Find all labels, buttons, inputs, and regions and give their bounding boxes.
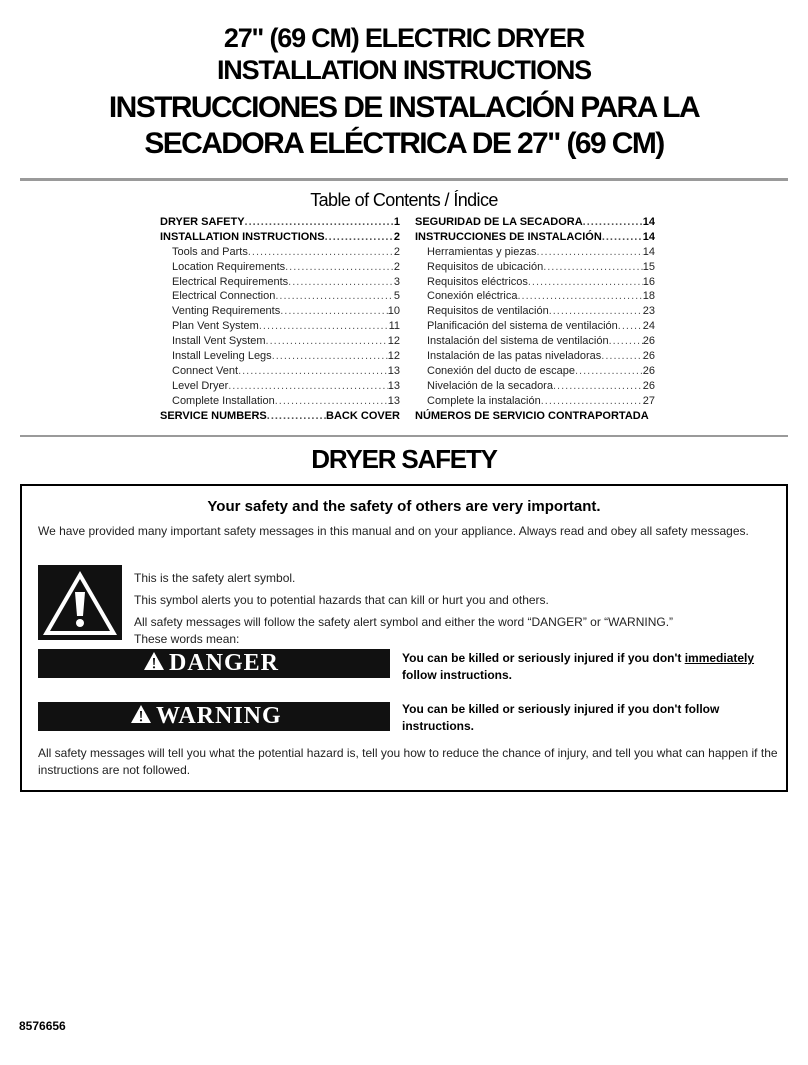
toc-leader-dots [288, 275, 394, 290]
toc-entry-label: INSTRUCCIONES DE INSTALACIÓN [415, 230, 602, 243]
toc-entry[interactable] [160, 215, 400, 230]
toc-entry[interactable] [415, 275, 655, 290]
toc-leader-dots [272, 349, 388, 364]
toc-entry-label: Install Leveling Legs [172, 350, 272, 363]
toc-entry[interactable] [415, 260, 655, 275]
toc-spanish-column [415, 215, 655, 423]
danger-label: DANGER [169, 650, 280, 676]
toc-entry[interactable] [160, 379, 400, 394]
toc-entry-label: Level Dryer [172, 379, 229, 392]
warning-description: You can be killed or seriously injured if you don't follow instructions. [402, 702, 720, 733]
toc-entry[interactable] [160, 245, 400, 260]
danger-text-end: follow instructions. [402, 668, 512, 682]
toc-entry[interactable] [415, 349, 655, 364]
toc-entry-label: Conexión del ducto de escape [427, 364, 575, 377]
toc-entry-label: Instalación del sistema de ventilación [427, 335, 609, 348]
warning-label: WARNING [156, 703, 282, 729]
toc-entry-page: 14 [642, 245, 655, 258]
danger-text-emphasis: immediately [684, 651, 755, 665]
toc-entry-page: 3 [393, 275, 400, 288]
toc-entry-page: 5 [393, 290, 400, 303]
toc-entry[interactable] [415, 215, 655, 230]
toc-entry[interactable] [415, 409, 655, 424]
toc-entry[interactable] [415, 364, 655, 379]
toc-entry[interactable] [160, 334, 400, 349]
toc-entry-label: Complete Installation [172, 394, 275, 407]
divider-top [20, 178, 788, 181]
toc-entry-page: 13 [387, 364, 400, 377]
toc-entry-page: 27 [642, 394, 655, 407]
toc-entry-label: Electrical Requirements [172, 275, 289, 288]
toc-entry-page: 26 [642, 379, 655, 392]
alert-line-1: This is the safety alert symbol. [134, 571, 296, 585]
toc-leader-dots [602, 230, 643, 245]
section-title: DRYER SAFETY [311, 444, 497, 474]
toc-leader-dots [549, 304, 643, 319]
toc-entry-page: 26 [642, 350, 655, 363]
toc-entry[interactable] [415, 230, 655, 245]
toc-leader-dots [275, 394, 388, 409]
toc-entry[interactable] [160, 304, 400, 319]
title-spanish-line1: INSTRUCCIONES DE INSTALACIÓN PARA LA [108, 91, 700, 124]
toc-entry[interactable] [160, 289, 400, 304]
toc-entry[interactable] [160, 349, 400, 364]
toc-entry-page: 18 [642, 290, 655, 303]
toc-leader-dots [618, 319, 643, 334]
toc-entry-label: Plan Vent System [172, 320, 259, 333]
toc-leader-dots [583, 215, 643, 230]
toc-entry-label: Electrical Connection [172, 290, 276, 303]
toc-entry-label: Tools and Parts [172, 245, 248, 258]
toc-leader-dots [609, 334, 643, 349]
toc-leader-dots [285, 260, 394, 275]
divider-middle [20, 435, 788, 437]
danger-description [402, 650, 782, 684]
document-title [0, 22, 808, 162]
toc-entry-label: Venting Requirements [172, 305, 281, 318]
safety-box [20, 484, 788, 792]
toc-entry-label: Conexión eléctrica [427, 290, 518, 303]
toc-entry-label: Connect Vent [172, 364, 239, 377]
toc-entry-page: 26 [642, 335, 655, 348]
safety-outro: All safety messages will tell you what the potential hazard is, tell you how to reduce the chance of injury, and tell you what can happen if the instructions are not followed. [38, 746, 778, 777]
title-spanish-line2: SECADORA ELÉCTRICA DE 27" (69 CM) [144, 127, 664, 160]
toc-entry-page: 13 [387, 394, 400, 407]
toc-entry-label: Herramientas y piezas [427, 245, 537, 258]
toc-entry-label: DRYER SAFETY [160, 216, 245, 228]
toc-entry-label: Nivelación de la secadora [427, 379, 553, 392]
toc-entry-page: 15 [642, 260, 655, 273]
toc-entry[interactable] [415, 304, 655, 319]
toc-entry-page: 14 [642, 230, 655, 243]
toc-entry-page: 16 [642, 275, 655, 288]
danger-signal-bar [38, 649, 390, 678]
toc-entry[interactable] [415, 289, 655, 304]
toc-entry[interactable] [160, 260, 400, 275]
toc-entry-label: Requisitos de ubicación [427, 260, 544, 273]
toc-entry-page: 2 [393, 230, 400, 243]
toc-leader-dots [266, 334, 388, 349]
toc-entry[interactable] [160, 409, 400, 424]
toc-leader-dots [259, 319, 389, 334]
toc-leader-dots [245, 215, 394, 230]
toc-leader-dots [267, 409, 326, 424]
toc-entry-label: SERVICE NUMBERS [160, 409, 267, 422]
warning-signal-bar [38, 702, 390, 731]
toc-entry[interactable] [415, 394, 655, 409]
toc-entry-page: 2 [393, 260, 400, 273]
toc-entry-label: Complete la instalación [427, 394, 541, 407]
alert-description [134, 570, 774, 648]
toc-leader-dots [248, 245, 394, 260]
toc-leader-dots [536, 245, 642, 260]
toc-english-column [160, 215, 400, 423]
title-english-line1: 27" (69 CM) ELECTRIC DRYER [223, 23, 585, 53]
danger-text-part: You can be killed or seriously injured if you don't [402, 651, 685, 665]
safety-heading: Your safety and the safety of others are very important. [207, 498, 601, 515]
toc-leader-dots [543, 260, 643, 275]
toc-leader-dots [275, 289, 394, 304]
toc-entry-label: Install Vent System [172, 335, 266, 348]
toc-leader-dots [280, 304, 388, 319]
alert-line-2: This symbol alerts you to potential hazards that can kill or hurt you and others. [134, 593, 549, 607]
toc-leader-dots [528, 275, 643, 290]
toc-entry-page: 2 [393, 245, 400, 258]
toc-entry-page: 12 [387, 335, 400, 348]
toc-heading: Table of Contents / Índice [310, 190, 498, 210]
toc-entry-page: 12 [387, 350, 400, 363]
toc-entry[interactable] [415, 245, 655, 260]
safety-intro: We have provided many important safety messages in this manual and on your appliance. Always read and obey all safety messages. [38, 524, 749, 538]
toc-entry-label: Requisitos eléctricos [427, 275, 528, 288]
toc-leader-dots [541, 394, 643, 409]
alert-line-3: All safety messages will follow the safety alert symbol and either the word “DANGER” or “WARNING.” [134, 615, 674, 629]
toc-entry-page: 23 [642, 305, 655, 318]
toc-entry-page: 14 [642, 216, 655, 228]
toc-entry[interactable] [160, 319, 400, 334]
toc-leader-dots [601, 349, 642, 364]
toc-entry-label: Instalación de las patas niveladoras [427, 350, 602, 363]
document-number: 8576656 [19, 1019, 66, 1033]
toc-entry-page: 1 [393, 216, 400, 228]
toc-entry-label: NÚMEROS DE SERVICIO CONTRAPORTADA [415, 409, 649, 422]
toc-entry-label: SEGURIDAD DE LA SECADORA [415, 216, 583, 228]
toc-entry[interactable] [160, 230, 400, 245]
title-english-line2: INSTALLATION INSTRUCTIONS [217, 55, 591, 85]
toc-entry-page: 26 [642, 364, 655, 377]
warning-triangle-icon [38, 565, 122, 640]
toc-entry[interactable] [160, 275, 400, 290]
toc-leader-dots [238, 364, 388, 379]
toc-leader-dots [228, 379, 388, 394]
warning-triangle-icon [130, 703, 152, 732]
warning-triangle-icon [143, 650, 165, 679]
toc-entry[interactable] [415, 379, 655, 394]
toc-leader-dots [553, 379, 643, 394]
toc-leader-dots [575, 364, 643, 379]
toc-leader-dots [518, 289, 643, 304]
toc-entry-page: 13 [387, 379, 400, 392]
toc-leader-dots [325, 230, 394, 245]
alert-line-4: These words mean: [134, 632, 240, 646]
toc-entry-page: 11 [388, 320, 400, 333]
toc-entry-page: 10 [387, 305, 400, 318]
toc-entry[interactable] [160, 364, 400, 379]
toc-entry-label: Planificación del sistema de ventilación [427, 320, 618, 333]
toc-entry-label: Requisitos de ventilación [427, 305, 549, 318]
toc-entry-label: INSTALLATION INSTRUCTIONS [160, 230, 325, 243]
toc-entry[interactable] [160, 394, 400, 409]
toc-entry-page: BACK COVER [326, 409, 400, 422]
toc-entry-label: Location Requirements [172, 260, 286, 273]
toc-entry-page: 24 [642, 320, 655, 333]
toc-entry[interactable] [415, 319, 655, 334]
toc-entry[interactable] [415, 334, 655, 349]
